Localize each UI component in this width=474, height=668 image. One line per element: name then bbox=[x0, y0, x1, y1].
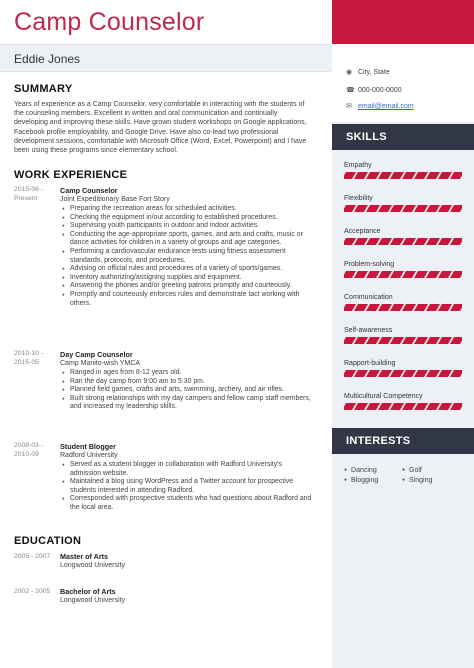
skill-bar-segment bbox=[390, 337, 404, 344]
interests-heading: INTERESTS bbox=[346, 435, 411, 447]
skill-bar-segment bbox=[390, 403, 404, 410]
skill-bar-segment bbox=[426, 238, 440, 245]
contact-location bbox=[346, 68, 390, 76]
skill-item bbox=[344, 162, 464, 179]
job-bullet: ● Ranged in ages from 8-12 years old. bbox=[60, 369, 312, 378]
skill-bar-segment bbox=[390, 172, 404, 179]
skill-bar-segment bbox=[426, 271, 440, 278]
education-school: Longwood University bbox=[60, 597, 125, 604]
skill-bar-segment bbox=[344, 205, 356, 212]
skill-bar-segment bbox=[344, 337, 356, 344]
skill-item bbox=[344, 294, 464, 311]
skill-bar-segment bbox=[426, 403, 440, 410]
location-pin-icon: ◉ bbox=[346, 69, 353, 76]
skill-bar-segment bbox=[378, 370, 392, 377]
skill-label: Acceptance bbox=[344, 228, 381, 235]
contact-phone bbox=[346, 86, 402, 94]
education-heading: EDUCATION bbox=[14, 535, 82, 547]
skill-bar-segment bbox=[402, 304, 416, 311]
skill-bar-segment bbox=[354, 370, 368, 377]
skill-level-bar bbox=[344, 172, 462, 179]
skill-bar-segment bbox=[402, 238, 416, 245]
job-bullet: ● Built strong relationships with my day campers and fellow camp staff members, and increased my leadership skills. bbox=[60, 395, 312, 412]
skill-bar-segment bbox=[438, 370, 452, 377]
sidebar bbox=[332, 44, 474, 668]
education-section bbox=[14, 535, 81, 547]
education-degree: Master of Arts bbox=[60, 552, 109, 561]
job-bullets bbox=[60, 461, 312, 513]
skills-heading-band bbox=[332, 124, 474, 150]
skill-bar-segment bbox=[438, 205, 452, 212]
skill-bar-segment bbox=[344, 403, 356, 410]
skill-level-bar bbox=[344, 337, 462, 344]
skill-bar-segment bbox=[414, 238, 428, 245]
education-date: 2002 - 2005 bbox=[14, 588, 51, 595]
candidate-name: Eddie Jones bbox=[14, 52, 81, 66]
skill-level-bar bbox=[344, 403, 462, 410]
skill-item bbox=[344, 393, 464, 410]
job-bullet: ● Inventory authorizing/assigning supplies and equipment. bbox=[60, 274, 312, 283]
skill-label: Rapport-building bbox=[344, 360, 396, 367]
skill-bar-segment bbox=[402, 403, 416, 410]
education-date: 2005 - 2007 bbox=[14, 553, 51, 560]
phone-icon: ☎ bbox=[346, 87, 355, 94]
skill-bar-segment bbox=[426, 172, 440, 179]
skill-bar-segment bbox=[426, 205, 440, 212]
skill-bar-segment bbox=[450, 370, 462, 377]
skill-bar-segment bbox=[450, 337, 462, 344]
skill-label: Multicultural Competency bbox=[344, 393, 423, 400]
skill-bar-segment bbox=[366, 370, 380, 377]
skill-bar-segment bbox=[450, 304, 462, 311]
job-bullet: ● Performing a cardiovascular endurance tests using fitness assessment standards, protocols, and procedures. bbox=[60, 248, 312, 265]
skill-bar-segment bbox=[354, 337, 368, 344]
job-date: 2010-10 - 2015-05 bbox=[14, 350, 44, 366]
skill-bar-segment bbox=[378, 238, 392, 245]
job-bullet: ● Supervising youth participants in outdoor and indoor activities. bbox=[60, 222, 312, 231]
skill-bar-segment bbox=[402, 172, 416, 179]
skill-bar-segment bbox=[366, 172, 380, 179]
skill-bar-segment bbox=[426, 304, 440, 311]
skill-bar-segment bbox=[344, 370, 356, 377]
skill-bar-segment bbox=[390, 370, 404, 377]
interest-item: ● Dancing bbox=[344, 467, 378, 474]
skill-bar-segment bbox=[414, 205, 428, 212]
skill-bar-segment bbox=[378, 271, 392, 278]
experience-heading: WORK EXPERIENCE bbox=[14, 169, 128, 181]
job-bullet: ● Planned field games, crafts and arts, swimming, archery, and air rifles. bbox=[60, 386, 312, 395]
job-bullet: ● Maintained a blog using WordPress and a Twitter account for prospective students interested in attending Radford. bbox=[60, 478, 312, 495]
skill-item bbox=[344, 360, 464, 377]
skill-bar-segment bbox=[414, 304, 428, 311]
skill-bar-segment bbox=[438, 172, 452, 179]
interests-col-2 bbox=[402, 467, 432, 487]
skill-bar-segment bbox=[390, 205, 404, 212]
skill-bar-segment bbox=[344, 304, 356, 311]
skill-bar-segment bbox=[414, 370, 428, 377]
skill-bar-segment bbox=[378, 172, 392, 179]
skill-bar-segment bbox=[354, 205, 368, 212]
job-bullet: ● Corresponded with prospective students who had questions about Radford and the local area. bbox=[60, 495, 312, 512]
skill-bar-segment bbox=[414, 172, 428, 179]
skill-bar-segment bbox=[438, 337, 452, 344]
job-bullet: ● Answering the phones and/or greeting patrons promptly and courteously. bbox=[60, 282, 312, 291]
skill-bar-segment bbox=[402, 370, 416, 377]
interest-item: ● Golf bbox=[402, 467, 432, 474]
skill-level-bar bbox=[344, 205, 462, 212]
job-bullet: ● Preparing the recreation areas for scheduled activities. bbox=[60, 205, 312, 214]
skill-bar-segment bbox=[366, 205, 380, 212]
skill-bar-segment bbox=[438, 271, 452, 278]
skill-level-bar bbox=[344, 238, 462, 245]
job-org: Radford University bbox=[60, 452, 118, 459]
skill-bar-segment bbox=[414, 271, 428, 278]
job-title: Camp Counselor bbox=[60, 186, 118, 195]
skill-bar-segment bbox=[450, 238, 462, 245]
location-text: City, State bbox=[358, 68, 390, 76]
summary-section bbox=[14, 83, 73, 95]
phone-text: 000-000-0000 bbox=[358, 86, 402, 94]
skill-bar-segment bbox=[344, 172, 356, 179]
skill-bar-segment bbox=[390, 238, 404, 245]
skill-label: Problem-solving bbox=[344, 261, 395, 268]
skill-bar-segment bbox=[354, 172, 368, 179]
interest-item: ● Singing bbox=[402, 477, 432, 484]
job-bullet: ● Promptly and courteously enforces rules and demonstrate tact working with others. bbox=[60, 291, 312, 308]
skill-item bbox=[344, 195, 464, 212]
skill-bar-segment bbox=[366, 304, 380, 311]
education-entry bbox=[60, 552, 310, 571]
job-bullets bbox=[60, 205, 312, 308]
job-org: Camp Manito-wish YMCA bbox=[60, 360, 141, 367]
skill-bar-segment bbox=[354, 304, 368, 311]
interest-item: ● Blogging bbox=[344, 477, 378, 484]
skill-level-bar bbox=[344, 271, 462, 278]
email-icon: ✉ bbox=[346, 103, 352, 110]
resume-title: Camp Counselor bbox=[14, 8, 205, 36]
skill-bar-segment bbox=[378, 337, 392, 344]
job-title: Student Blogger bbox=[60, 442, 116, 451]
skill-bar-segment bbox=[438, 403, 452, 410]
accent-block bbox=[332, 0, 474, 44]
job-bullet: ● Advising on official rules and procedures of a variety of sports/games. bbox=[60, 265, 312, 274]
skill-level-bar bbox=[344, 370, 462, 377]
skill-bar-segment bbox=[438, 304, 452, 311]
skill-bar-segment bbox=[354, 238, 368, 245]
education-degree: Bachelor of Arts bbox=[60, 587, 116, 596]
skill-bar-segment bbox=[366, 337, 380, 344]
skill-bar-segment bbox=[366, 403, 380, 410]
skill-bar-segment bbox=[366, 238, 380, 245]
skill-bar-segment bbox=[438, 238, 452, 245]
skill-bar-segment bbox=[426, 370, 440, 377]
skill-bar-segment bbox=[344, 271, 356, 278]
job-bullets bbox=[60, 369, 312, 412]
interests-col-1 bbox=[344, 467, 378, 487]
skill-label: Empathy bbox=[344, 162, 372, 169]
skill-item bbox=[344, 327, 464, 344]
job-bullet: ● Served as a student blogger in collaboration with Radford University's admission website. bbox=[60, 461, 312, 478]
job-org: Joint Expeditionary Base Fort Story bbox=[60, 196, 170, 203]
skill-bar-segment bbox=[450, 403, 462, 410]
skill-bar-segment bbox=[402, 205, 416, 212]
skill-bar-segment bbox=[450, 205, 462, 212]
job-bullet: ● Ran the day camp from 9:00 am to 5:30 pm. bbox=[60, 378, 312, 387]
contact-panel bbox=[332, 44, 474, 122]
skill-bar-segment bbox=[450, 271, 462, 278]
skill-bar-segment bbox=[414, 403, 428, 410]
job-bullet: ● Conducting the age-appropriate sports, games, and arts and crafts, music or dance activities for children in a variety of groups and age categories. bbox=[60, 231, 312, 248]
skill-bar-segment bbox=[354, 403, 368, 410]
summary-heading: SUMMARY bbox=[14, 83, 73, 95]
skill-bar-segment bbox=[390, 271, 404, 278]
skill-bar-segment bbox=[378, 205, 392, 212]
skill-label: Self-awareness bbox=[344, 327, 393, 334]
job-date: 2008-03 - 2010-09 bbox=[14, 442, 44, 458]
skill-level-bar bbox=[344, 304, 462, 311]
header bbox=[0, 0, 332, 44]
skill-item bbox=[344, 261, 464, 278]
job-bullet: ● Checking the equipment in/out according to established procedures. bbox=[60, 214, 312, 223]
skill-bar-segment bbox=[450, 172, 462, 179]
skill-label: Communication bbox=[344, 294, 393, 301]
skill-bar-segment bbox=[402, 271, 416, 278]
skill-bar-segment bbox=[378, 304, 392, 311]
summary-text: Years of experience as a Camp Counselor, very comfortable in interacting with the students of the counseling members. Excellent in written and oral communication and continually developing and improving these skills. Have grown student workshops on Google applications, Facebook profile employability, and Google Drive. Have also co-lead two professional development sessions, comfortable with Microsoft Office (Word, Excel, Powerpoint) and I have been using these programs since elementary school. bbox=[14, 101, 307, 155]
skill-item bbox=[344, 228, 464, 245]
education-school: Longwood University bbox=[60, 562, 125, 569]
experience-section bbox=[14, 169, 127, 181]
job-title: Day Camp Counselor bbox=[60, 350, 133, 359]
job-date: 2015-06 - Present bbox=[14, 186, 44, 202]
skill-bar-segment bbox=[366, 271, 380, 278]
skill-bar-segment bbox=[414, 337, 428, 344]
contact-email bbox=[346, 102, 414, 110]
skill-bar-segment bbox=[344, 238, 356, 245]
skills-heading: SKILLS bbox=[346, 131, 387, 143]
skill-bar-segment bbox=[378, 403, 392, 410]
email-link[interactable]: email@email.com bbox=[358, 102, 414, 110]
name-band bbox=[0, 44, 332, 72]
skill-bar-segment bbox=[402, 337, 416, 344]
skill-label: Flexibility bbox=[344, 195, 373, 202]
skill-bar-segment bbox=[354, 271, 368, 278]
skill-bar-segment bbox=[390, 304, 404, 311]
interests-heading-band bbox=[332, 428, 474, 454]
skill-bar-segment bbox=[426, 337, 440, 344]
education-entry bbox=[60, 587, 310, 606]
